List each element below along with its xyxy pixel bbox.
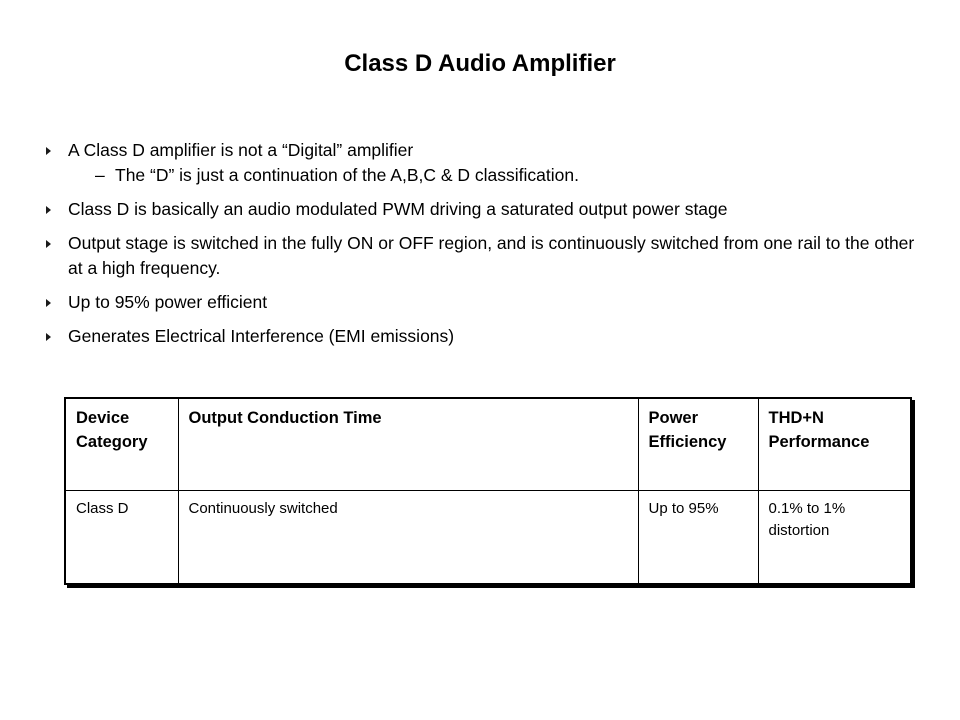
sub-bullet-item <box>68 163 923 188</box>
header-cell: THD+N Performance <box>758 398 911 491</box>
bullet-item <box>43 138 923 188</box>
comparison-table <box>64 397 912 585</box>
triangle-bullet-icon <box>46 333 51 341</box>
bullet-text: Up to 95% power efficient <box>68 292 268 312</box>
table-cell: Class D <box>65 491 178 585</box>
bullet-text: Class D is basically an audio modulated PWM driving a saturated output power stage <box>68 199 728 219</box>
bullet-item <box>43 290 923 315</box>
triangle-bullet-icon <box>46 240 51 248</box>
header-cell: Device Category <box>65 398 178 491</box>
triangle-bullet-icon <box>46 206 51 214</box>
comparison-table-wrapper <box>64 397 912 585</box>
table-cell: Up to 95% <box>638 491 758 585</box>
bullet-item <box>43 324 923 349</box>
triangle-bullet-icon <box>46 299 51 307</box>
bullet-item <box>43 231 923 281</box>
slide-title: Class D Audio Amplifier <box>344 50 616 77</box>
header-cell: Output Conduction Time <box>178 398 638 491</box>
triangle-bullet-icon <box>46 147 51 155</box>
table-cell: Continuously switched <box>178 491 638 585</box>
bullet-item <box>43 197 923 222</box>
sub-bullet-text: The “D” is just a continuation of the A,B,C & D classification. <box>115 165 579 185</box>
dash-bullet-icon: – <box>95 165 105 185</box>
bullet-text: A Class D amplifier is not a “Digital” amplifier <box>68 140 414 160</box>
header-cell: Power Efficiency <box>638 398 758 491</box>
bullet-text: Output stage is switched in the fully ON or OFF region, and is continuously switched from one rail to the other at a high frequency. <box>68 233 915 278</box>
table-row <box>65 491 911 585</box>
table-cell: 0.1% to 1% distortion <box>758 491 911 585</box>
table-header-row <box>65 398 911 491</box>
bullet-text: Generates Electrical Interference (EMI emissions) <box>68 326 455 346</box>
bullet-list <box>43 138 923 358</box>
